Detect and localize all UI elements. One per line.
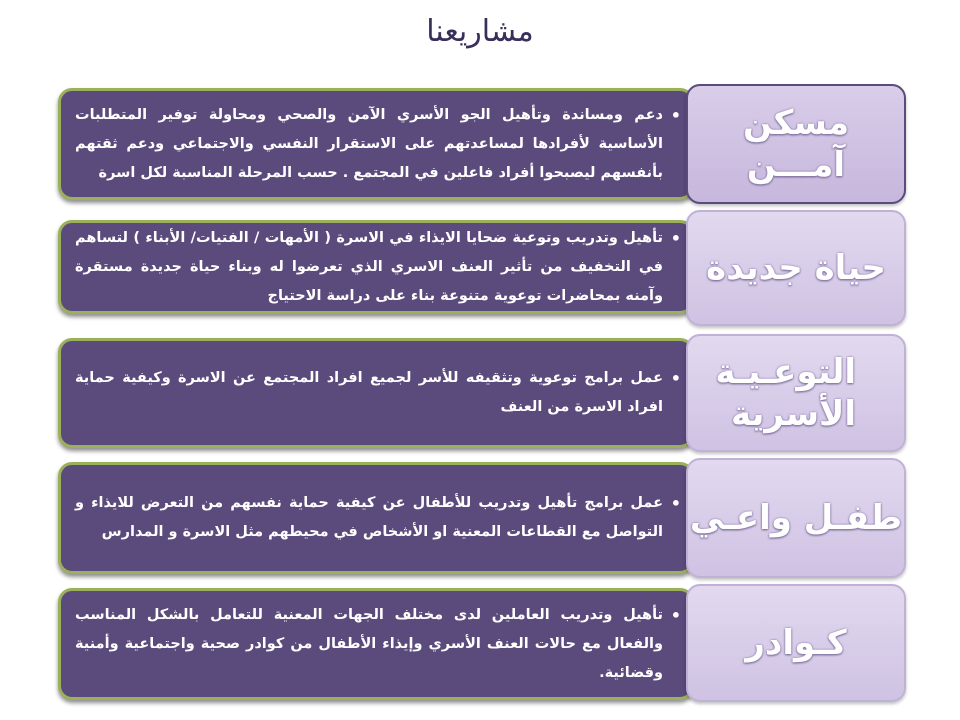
project-label: حياة جديدة	[706, 248, 886, 288]
project-label-box	[686, 210, 906, 326]
description-list	[61, 224, 691, 311]
description-list	[61, 489, 691, 547]
project-label-box	[686, 458, 906, 578]
description-list	[61, 101, 691, 188]
project-description-box	[58, 220, 694, 314]
project-label-box	[686, 84, 906, 204]
description-item: • تأهيل وتدريب وتوعية ضحايا الايذاء في الاسرة ( الأمهات / الفتيات/ الأبناء ) لتساهم في التخفيف من تأثير العنف الاسري الذي تعرضوا له وبناء حياة جديدة مستقرة وآمنه بمحاضرات توعوية متنوعة بناء على دراسة الاحتياج	[75, 224, 663, 311]
description-item: • عمل برامج تأهيل وتدريب للأطفال عن كيفية حماية نفسهم من التعرض للايذاء و التواصل مع القطاعات المعنية او الأشخاص في محيطهم مثل الاسرة و المدارس	[75, 489, 663, 547]
page-title: مشاريعنا	[426, 14, 534, 49]
description-item: • عمل برامج توعوية وتثقيفه للأسر لجميع افراد المجتمع عن الاسرة وكيفية حماية افراد الاسرة من العنف	[75, 364, 663, 422]
project-description-box	[58, 462, 694, 574]
project-description-box	[58, 88, 694, 200]
project-label: كـوادر	[745, 623, 847, 663]
project-label: طفـل واعـي	[689, 498, 903, 538]
project-label: مسكن آمـــن	[742, 103, 850, 185]
description-list	[61, 364, 691, 422]
description-list	[61, 601, 691, 688]
project-label: التوعـيـة الأسرية	[715, 352, 856, 434]
project-label-box	[686, 584, 906, 702]
project-description-box	[58, 588, 694, 700]
project-description-box	[58, 338, 694, 448]
description-item: • تأهيل وتدريب العاملين لدى مختلف الجهات المعنية للتعامل بالشكل المناسب والفعال مع حالات العنف الأسري وإيذاء الأطفال من كوادر صحية واجتماعية وأمنية وقضائية.	[75, 601, 663, 688]
description-item: • دعم ومساندة وتأهيل الجو الأسري الآمن والصحي ومحاولة توفير المتطلبات الأساسية لأفرادها لمساعدتهم على الاستقرار النفسي والاجتماعي ودعم ثقتهم بأنفسهم ليصبحوا أفراد فاعلين في المجتمع . حسب المرحلة المناسبة لكل اسرة	[75, 101, 663, 188]
project-label-box	[686, 334, 906, 452]
